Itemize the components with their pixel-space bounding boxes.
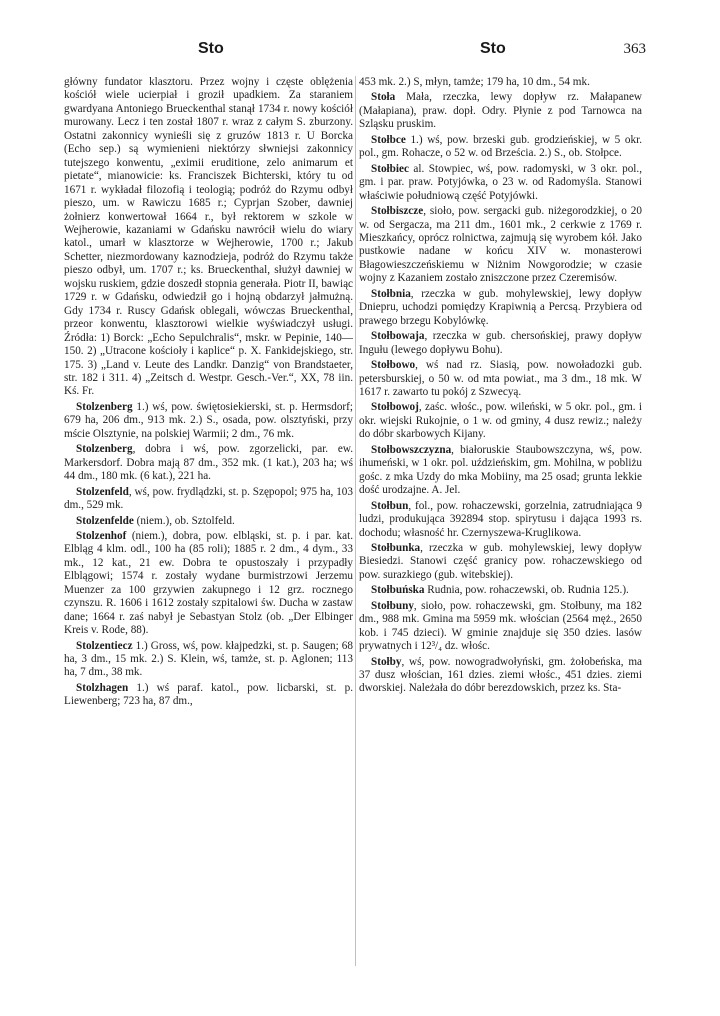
dictionary-entry: [359, 91, 642, 131]
entry-text: (niem.), dobra, pow. elbląski, st. p. i par. kat. Elbląg 4 klm. odl., 100 ha (85 roli); 1885 r. 2 dm., 4 dym., 33 mk., 12 kat., 21 ew. Dobra te opustoszały i przypadły Elblągowi; 1574 r. zostały wydane burmistrzowi Jerzemu Muenzer za 100 grzywien zakupnego i 12 grz. rocznego czynszu. R. 1606 i 1612 zostały szpitalowi św. Ducha w zastaw dane; 1664 r. zaś nabył je Sebastyan Stolz (ob. „Der Elbinger Kreis v. Rode, 88).: [64, 529, 353, 637]
entry-headword: Stołbce: [371, 133, 406, 146]
entry-text: , wś nad rz. Siasią, pow. nowoładozki gub. petersburskiej, o 50 w. od mta powiat., ma 3 dm., 18 mk. W 1617 r. zawarto tu pokój z Szwecyą.: [359, 359, 642, 398]
entry-headword: Stołbuny: [371, 599, 414, 612]
entry-headword: Stolzenberg: [76, 400, 133, 413]
entry-text: 1.) wś, pow. brzeski gub. grodzieńskiej, w 5 okr. pol., gm. Rohacze, o 52 w. od Brześcia. 2.) S., ob. Stołpce.: [359, 133, 642, 160]
entry-headword: Stołbowszczyzna: [371, 443, 452, 456]
entry-text: , wś, pow. nowogradwołyński, gm. żołobeńska, ma 37 dusz włościan, 161 dzies. ziemi włośc., 451 dzies. ziemi dworskiej. Należała do dóbr berezdowskich, przez ks. Sta-: [359, 655, 642, 695]
entry-text: , rzeczka w gub. mohylewskiej, lewy dopływ Biesiedzi. Stanowi część granicy pow. rohaczewskiego od pow. surazkiego (gub. witebskiej).: [359, 541, 642, 581]
entry-text: 1.) wś paraf. katol., pow. licbarski, st. p. Liewenberg; 723 ha, 87 dm.,: [64, 681, 353, 708]
entry-headword: Stolzenhof: [76, 529, 127, 542]
entry-headword: Stołbun: [371, 499, 409, 512]
column-divider: [355, 76, 356, 966]
dictionary-entry: [359, 359, 642, 399]
dictionary-entry: [64, 443, 353, 483]
entry-text: , rzeczka w gub. chersońskiej, prawy dopływ Ingułu (lewego dopływu Bohu).: [359, 330, 642, 356]
dictionary-entry: [64, 401, 353, 441]
dictionary-entry: [64, 530, 353, 638]
entry-headword: Stołbunka: [371, 541, 421, 554]
entry-text: , wś, pow. frydlądzki, st. p. Szępopol; 975 ha, 103 dm., 529 mk.: [64, 485, 353, 512]
entry-text: główny fundator klasztoru. Przez wojny i częste oblężenia kościół wiele ucierpiał i groził upadkiem. Za staraniem gwardyana Antoniego Brueckenthal stanął 1734 r. nowy kościół murowany. Lecz i ten został 1807 r. wraz z całym S. zburzony. Ostatni zakonnicy wynieśli się z gruzów 1813 r. U Borcka (Echo sep.) są wymienieni niektórzy słwniejsi zakonnicy tutejszego konwentu, „eximii eruditione, zelo animarum et pietate“, mianowicie: ks. Franciszek Bichterski, który tu od 1671 r. wykładał filozofią i teologią; podróż do Rzymu odbył pieszo, um. w Rawiczu 1685 r.; Cyprjan Szober, dawniej żołnierz konwertował 1664 r., był rektorem w szkole w Wejherowie, kazaniami w Gdańsku nawrócił wielu do wiary katol., umarł w klasztorze w Wejherowie, 1700 r.; Jakub Schetter, niezmordowany kaznodzieja, podróż do Rzymu także pieszo odbył, um. 1707 r.; ks. Brueckenthal, służył dawniej w wojsku ruskiem, gdzie doszedł stopnia generała. Piotr II, bawiąc 1729 r. w Gdańsku, odwiedził go i hojną obdarzył jałmużną. Gdy 1734 r. Ruscy Gdańsk oblegali, wówczas Brueckenthal, przeor konwentu, klasztorowi wielkie wyświadczył usługi. Źródła: 1) Borck: „Echo Sepulchralis“, mskr. w Pepinie, 140—150. 2) „Utracone kościoły i kaplice“ p. X. Fankidejskiego, str. 175. 3) „Land v. Leute des Landkr. Danzig“ von Brandstaeter, str. 182 i 311. 4) „Zeitsch d. Westpr. Gesch.-Ver.“, XX, 78 iin. Kś. Fr.: [64, 76, 353, 398]
running-head-right: Sto: [480, 40, 506, 57]
dictionary-entry: [359, 656, 642, 696]
entry-text: , dobra i wś, pow. zgorzelicki, par. ew. Markersdorf. Dobra mają 87 dm., 352 mk. (1 kat.), 203 ha; wś 44 dm., 180 mk. (6 kat.), 221 ha.: [64, 443, 353, 483]
dictionary-entry: [359, 401, 642, 441]
entry-text: , sioło, pow. rohaczewski, gm. Stołbuny, ma 182 dm., 988 mk. Gmina ma 5959 mk. włościan (2564 męż., 2650 kob. i 745 dzieci). W gminie znajduje się 350 dzies. lasów prywatnych i 12³/₄ dz. włośc.: [359, 599, 642, 653]
entry-text: 1.) wś, pow. świętosiekierski, st. p. Hermsdorf; 679 ha, 206 dm., 913 mk. 2.) S., osada, pow. olsztyński, przy mście Olsztynie, na polskiej Warmii; 2 dm., 76 mk.: [64, 400, 353, 440]
entry-headword: Stołbiszcze: [371, 205, 424, 218]
page-number: 363: [623, 41, 646, 57]
entry-headword: Stolzenfelde: [76, 514, 134, 527]
entry-text: 1.) Gross, wś, pow. kłajpedzki, st. p. Saugen; 68 ha, 3 dm., 15 mk. 2.) S. Klein, wś, tamże, st. p. Aglonen; 113 ha, 7 dm., 38 mk.: [64, 639, 353, 679]
entry-text: , rzeczka w gub. mohylewskiej, lewy dopływ Dniepru, uchodzi pomiędzy Krapiwnią a Percsą. Przybiera od prawego brzegu Kobylówkę.: [359, 287, 642, 327]
dictionary-entry: [64, 486, 353, 513]
dictionary-entry: [64, 76, 353, 399]
entry-headword: Stołbowaja: [371, 330, 425, 343]
entry-text: 453 mk. 2.) S, młyn, tamże; 179 ha, 10 dm., 54 mk.: [359, 76, 590, 88]
entry-text: Rudnia, pow. rohaczewski, ob. Rudnia 125.).: [424, 584, 629, 597]
entry-headword: Stolzentiecz: [76, 639, 133, 652]
entry-text: al. Stowpiec, wś, pow. radomyski, w 3 okr. pol., gm. i par. praw. Potyjówka, o 23 w. od Radomyśla. Stanowi właściwie południową część Potyjówki.: [359, 162, 642, 202]
entry-headword: Stołbowo: [371, 359, 416, 372]
entry-headword: Stolzenberg: [76, 443, 133, 456]
dictionary-entry: [64, 682, 353, 709]
left-column: [64, 76, 353, 711]
dictionary-entry: [359, 76, 642, 89]
entry-text: Mała, rzeczka, lewy dopływ rz. Małapanew (Małapiana), praw. dopł. Odry. Płynie z pod Tarnowca na Szląsku pruskim.: [359, 91, 642, 131]
entry-text: (niem.), ob. Sztolfeld.: [133, 514, 235, 527]
entry-headword: Stołbuńska: [371, 584, 425, 597]
entry-headword: Stołbiec: [371, 162, 409, 175]
entry-headword: Stolzenfeld: [76, 485, 129, 498]
entry-text: , fol., pow. rohaczewski, gorzelnia, zatrudniająca 9 ludzi, produkująca 392894 stop. spirytusu i dająca 1993 rs. dochodu; własność hr. Czernyszewa-Kruglikowa.: [359, 499, 642, 539]
entry-headword: Stołbnia: [371, 287, 411, 300]
entry-headword: Stołby: [371, 655, 402, 668]
dictionary-entry: [359, 163, 642, 203]
dictionary-entry: [359, 500, 642, 540]
entry-headword: Stołbowoj: [371, 401, 419, 414]
dictionary-entry: [64, 515, 353, 528]
dictionary-entry: [359, 600, 642, 654]
dictionary-entry: [359, 288, 642, 328]
dictionary-entry: [359, 330, 642, 357]
page-header: [60, 30, 646, 70]
entry-headword: Stoła: [371, 91, 396, 104]
entry-text: , zaśc. włośc., pow. wileński, w 5 okr. pol., gm. i okr. wiejski Rukojnie, o 1 w. od gminy, 4 dusz rewiz.; należy do dóbr skarbowych Kijany.: [359, 401, 642, 441]
dictionary-entry: [64, 640, 353, 680]
entry-text: , sioło, pow. sergacki gub. niżegorodzkiej, o 20 w. od Sergacza, ma 211 dm., 1601 mk., 2 cerkwie z 1769 r. Mieszkańcy, oprócz rolnictwa, zajmują się wyrobem kół. Jako pustkowie nadane w końcu XIV w. monasterowi Błagowieszczeńskiemu w Niżnim Nowgorodzie; w czasie wojny z Kazaniem zostało zniszczone przez Czeremisów.: [359, 205, 642, 285]
dictionary-entry: [359, 584, 642, 597]
dictionary-entry: [359, 444, 642, 498]
running-head-left: Sto: [198, 40, 224, 57]
dictionary-entry: [359, 205, 642, 286]
dictionary-entry: [359, 542, 642, 582]
entry-headword: Stolzhagen: [76, 681, 129, 694]
entry-text: , białoruskie Staubowszczyna, wś, pow. ihumeński, w 1 okr. pol. uździeńskim, gm. Mohilna, w pobliżu gośc. z mka Uzdy do mka Mobiiny, ma 25 osad; grunta lekkie dość urodzajne. A. Jel.: [359, 443, 642, 497]
right-column: [359, 76, 642, 698]
dictionary-entry: [359, 134, 642, 161]
